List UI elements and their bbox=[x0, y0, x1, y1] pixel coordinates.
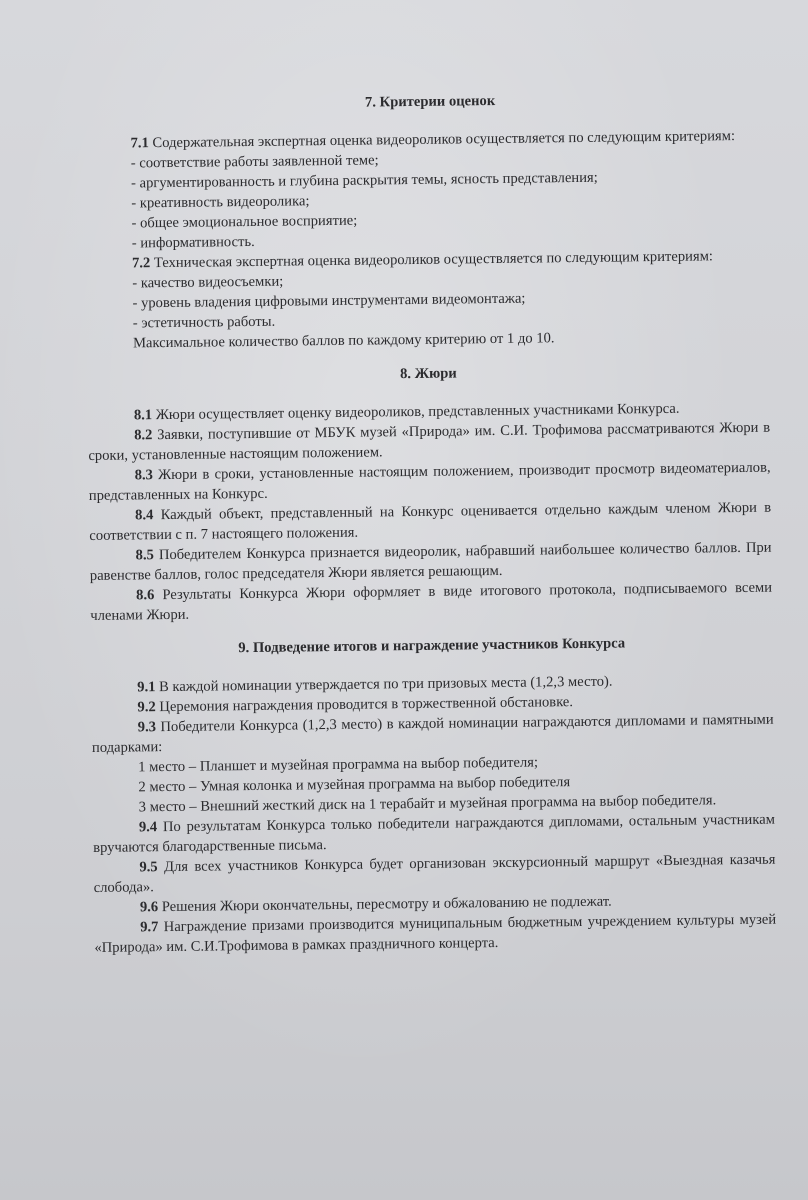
clause-number: 8.3 bbox=[134, 467, 153, 484]
clause-text: В каждой номинации утверждается по три призовых места (1,2,3 место). bbox=[155, 673, 613, 696]
clause-number: 9.4 bbox=[138, 819, 158, 836]
criterion-item: - общее эмоциональное восприятие; bbox=[131, 212, 358, 232]
document-body bbox=[84, 88, 776, 958]
clause-text: Для всех участников Конкурса будет организован экскурсионный маршрут «Выездная казачья слобода». bbox=[93, 851, 776, 896]
criterion-item: - информативность. bbox=[131, 233, 255, 252]
clause-number: 8.1 bbox=[133, 407, 153, 424]
clause-number: 9.6 bbox=[139, 899, 159, 916]
criterion-item: - качество видеосъемки; bbox=[132, 273, 284, 292]
clause-text: Церемония награждения проводится в торжественной обстановке. bbox=[155, 694, 574, 716]
clause-number: 8.2 bbox=[134, 427, 153, 444]
clause-number: 9.2 bbox=[137, 699, 156, 716]
clause-text: Победители Конкурса (1,2,3 место) в каждой номинации награждаются дипломами и памятными подарками: bbox=[91, 711, 774, 756]
clause-number: 9.5 bbox=[139, 859, 158, 876]
clause-7-2-text: Техническая экспертная оценка видеороликов осуществляется по следующим критериям: bbox=[150, 248, 714, 272]
clause-number: 9.3 bbox=[137, 719, 157, 736]
prize-place-2: 2 место – Умная колонка и музейная программа на выбор победителя bbox=[138, 774, 571, 796]
clause-text: Победителем Конкурса признается видеоролик, набравший наибольшее количество баллов. При равенстве баллов, голос председателя Жюри является решающим. bbox=[89, 539, 772, 584]
clause-text: Жюри в сроки, установленные настоящим положением, производит просмотр видеоматериалов, представленных на Конкурс. bbox=[88, 459, 771, 504]
clause-text: Каждый объект, представленный на Конкурс оценивается отдельно каждым членом Жюри в соответствии с п. 7 настоящего положения. bbox=[89, 499, 772, 544]
section-9-title: 9. Подведение итогов и награждение участников Конкурса bbox=[238, 635, 626, 657]
clause-number: 8.5 bbox=[135, 547, 154, 564]
clause-7-1-text: Содержательная экспертная оценка видеороликов осуществляется по следующим критериям: bbox=[148, 128, 736, 152]
criterion-item: - соответствие работы заявленной теме; bbox=[130, 152, 379, 172]
clause-number: 8.4 bbox=[135, 507, 154, 524]
clause-7-2-number: 7.2 bbox=[131, 255, 151, 272]
clause-number: 9.7 bbox=[140, 919, 159, 936]
clause-text: Заявки, поступившие от МБУК музей «Природа» им. С.И. Трофимова рассматриваются Жюри в сроки, установленные настоящим положением. bbox=[88, 419, 771, 464]
prize-place-3: 3 место – Внешний жесткий диск на 1 терабайт и музейная программа на выбор победителя. bbox=[138, 792, 717, 816]
clause-7-1-number: 7.1 bbox=[130, 135, 149, 152]
criterion-item: - аргументированность и глубина раскрытия темы, ясность представления; bbox=[130, 169, 598, 192]
section-7-title: 7. Критерии оценок bbox=[364, 92, 496, 111]
prize-place-1: 1 место – Планшет и музейная программа на выбор победителя; bbox=[138, 754, 539, 776]
clause-9-7 bbox=[94, 910, 776, 958]
clause-text: По результатам Конкурса только победители награждаются дипломами, остальным участникам вручаются благодарственные письма. bbox=[93, 811, 775, 856]
clause-text: Решения Жюри окончательны, пересмотру и обжалованию не подлежат. bbox=[158, 893, 612, 916]
clause-text: Жюри осуществляет оценку видеороликов, представленных участниками Конкурса. bbox=[152, 400, 680, 424]
clause-text: Награждение призами производится муниципальным бюджетным учреждением культуры музей «Природа» им. С.И.Трофимова в рамках праздничного концерта. bbox=[94, 911, 777, 956]
max-score-note: Максимальное количество баллов по каждому критерию от 1 до 10. bbox=[132, 330, 555, 352]
clause-number: 9.1 bbox=[137, 679, 156, 696]
clause-8-6 bbox=[90, 578, 772, 626]
clause-number: 8.6 bbox=[136, 587, 155, 604]
criterion-item: - уровень владения цифровыми инструментами видеомонтажа; bbox=[132, 290, 526, 312]
clause-text: Результаты Конкурса Жюри оформляет в виде итогового протокола, подписываемого всеми членами Жюри. bbox=[90, 579, 773, 624]
section-8-title: 8. Жюри bbox=[399, 365, 457, 383]
criterion-item: - креативность видеоролика; bbox=[131, 193, 310, 212]
criterion-item: - эстетичность работы. bbox=[132, 313, 276, 332]
